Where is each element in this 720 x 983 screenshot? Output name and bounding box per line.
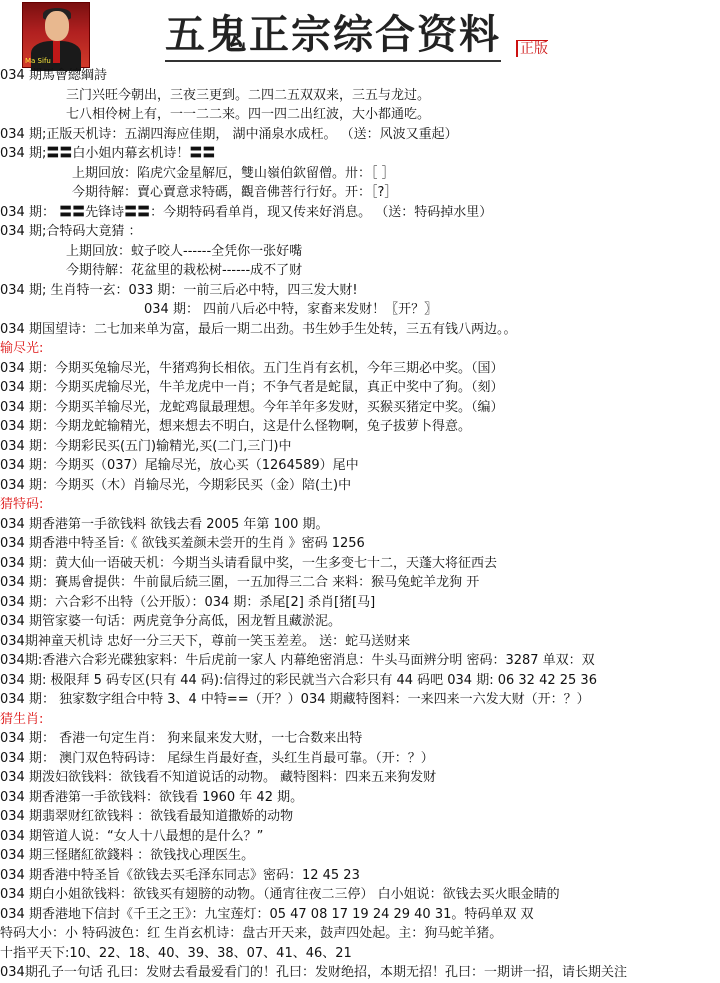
- text-line: 034 期：六合彩不出特（公开版）：034 期：杀尾[2] 杀肖[猪[马]: [0, 594, 376, 610]
- portrait-tie: [53, 41, 60, 63]
- text-line: 034 期：賽馬會提供：牛前鼠后続三圍，一五加得三二合 来料：猴马兔蛇羊龙狗 开: [0, 575, 480, 590]
- text-line: 034 期： 〓〓先锋诗〓〓：今期特码看单肖，现又传来好消息。 （送：特码掉水里）: [0, 204, 493, 220]
- text-line: 034 期香港中特圣旨:《 欲钱买羞颜未尝开的生肖 》密码 1256: [0, 536, 365, 551]
- section-heading: 猜生肖:: [0, 711, 44, 727]
- text-line: 034 期白小姐欲钱料：欲钱买有翅膀的动物。（通宵往夜二三停） 白小姐说：欲钱去买火眼金睛的: [0, 887, 560, 902]
- text-line: 034 期香港地下信封《千王之王》：九宝莲灯：05 47 08 17 19 24 29 40 31。特码单双 双: [0, 906, 534, 922]
- text-line: 七八相伶树上有，一一二二来。四一四二出红波，大小都通吃。: [66, 107, 431, 122]
- page-title: 五鬼正宗综合资料: [165, 10, 501, 62]
- text-line: 今期待解：花盆里的栽松树------成不了财: [66, 263, 303, 278]
- text-line: 034 期：今期买（037）尾输尽光，放心买（1264589）尾中: [0, 458, 359, 473]
- portrait-photo: [22, 2, 90, 68]
- text-line: 034 期香港中特圣旨《欲钱去买毛泽东同志》密码：12 45 23: [0, 867, 360, 883]
- section-heading: 输尽光:: [0, 341, 44, 356]
- text-line: 034 期：黄大仙一语破天机：今期当头请看鼠中奖，一生多变七十二，天蓬大将征西去: [0, 555, 497, 571]
- text-line: 034 期：今期龙蛇输精光，想来想去不明白，这是什么怪物啊，兔子拔萝卜得意。: [0, 419, 471, 434]
- text-line: 034 期：今期彩民买(五门)输精光,买(二门,三门)中: [0, 438, 292, 454]
- header: [0, 0, 720, 68]
- text-line: 034 期管道人说：“女人十八最想的是什么？”: [0, 828, 264, 844]
- text-line: 034 期; 生肖特一玄：033 期：一前三后必中特，四三发大财!: [0, 282, 358, 298]
- section-heading: 猜特码:: [0, 497, 44, 512]
- text-line: 034期神童天机诗 忠好一分三天下，尊前一笑玉差差。 送：蛇马送财来: [0, 633, 411, 649]
- text-line: 034 期: 极限拜 5 码专区(只有 44 码):信得过的彩民就当六合彩只有 44 码吧 034 期: 06 32 42 25 36: [0, 672, 597, 688]
- text-line: 今期待解：賣心賣意求特碼，觀音佛菩行行好。开：［?］: [72, 185, 398, 200]
- text-line: 034 期香港第一手欲钱料：欲钱看 1960 年 42 期。: [0, 789, 304, 805]
- text-line: 034 期： 独家数字组合中特 3、4 中特==（开？）034 期藏特图料：一来四来一六发大财（开：？）: [0, 692, 590, 707]
- text-line: 034 期香港第一手欲钱料 欲钱去看 2005 年第 100 期。: [0, 516, 329, 532]
- text-line: 034 期国望诗：二七加来单为富，最后一期二出劲。书生妙手生处转，三五有钱八两边。。: [0, 321, 517, 337]
- text-line: 034 期： 四前八后必中特，家畜来发财！〖开？〗: [144, 302, 438, 317]
- text-line: 034 期馬會總綱詩: [0, 68, 107, 83]
- text-line: 034期:香港六合彩光碟独家料：牛后虎前一家人 内幕绝密消息：牛头马面辨分明 密码：3287 单双：双: [0, 653, 595, 668]
- portrait-face: [45, 11, 69, 41]
- text-line: 034期孔子一句话 孔曰：发财去看最爱看门的！孔曰：发财绝招，本期无招！孔曰：一期讲一招，请长期关注: [0, 965, 627, 980]
- text-line: 034 期：今期买虎输尽光，牛羊龙虎中一肖；不争气者是蛇鼠，真正中奖中了狗。（刻）: [0, 380, 504, 395]
- text-line: 十指平天下:10、22、18、40、39、38、07、41、46、21: [0, 945, 352, 961]
- text-line: 034 期泼妇欲钱料：欲钱看不知道说话的动物。 藏特图料：四来五来狗发财: [0, 770, 437, 785]
- photo-tag: Ma Sifu: [25, 57, 51, 65]
- text-line: 034 期翡翠财红欲钱料 ：欲钱看最知道撒娇的动物: [0, 809, 294, 824]
- text-line: 034 期;正版天机诗：五湖四海应佳期， 湖中涌泉水成枉。 （送：风波又重起）: [0, 126, 458, 142]
- text-line: 034 期： 澳门双色特码诗： 尾绿生肖最好查，头红生肖最可靠。（开：？）: [0, 750, 434, 766]
- document-body: [0, 66, 720, 983]
- text-line: 上期回放：蚊子咬人------全凭你一张好嘴: [66, 243, 303, 259]
- text-line: 034 期：今期买羊输尽光，龙蛇鸡鼠最理想。今年羊年多发财，买猴买猪定中奖。（编）: [0, 399, 504, 415]
- text-line: 034 期三怪賭紅欲錢料 ：欲钱找心理医生。: [0, 848, 255, 863]
- text-line: 上期回放：陷虎穴金星解厄，雙山嶺伯欽留僧。卅：［ ］: [72, 165, 395, 181]
- text-line: 034 期：今期买（木）肖输尽光，今期彩民买（金）陪(土)中: [0, 477, 352, 493]
- text-line: 034 期管家婆一句话：两虎竟争分高低，困龙暂且藏淤泥。: [0, 614, 341, 629]
- text-line: 034 期;〓〓白小姐内幕玄机诗！〓〓: [0, 146, 216, 161]
- text-line: 034 期： 香港一句定生肖： 狗来鼠来发大财，一七合数来出特: [0, 731, 363, 746]
- text-line: 三门兴旺今朝出，三夜三更到。二四二五双双来，三五与龙过。: [66, 87, 431, 103]
- text-line: 034 期：今期买兔输尽光，牛猪鸡狗长相依。五门生肖有玄机，今年三期必中奖。（国）: [0, 360, 504, 376]
- edition-badge: 正版: [516, 40, 548, 57]
- text-line: 034 期;合特码大竟猜 ：: [0, 224, 142, 239]
- text-line: 特码大小：小 特码波色：红 生肖玄机诗：盘古开天来，鼓声四处起。主：狗马蛇羊猪。: [0, 926, 503, 941]
